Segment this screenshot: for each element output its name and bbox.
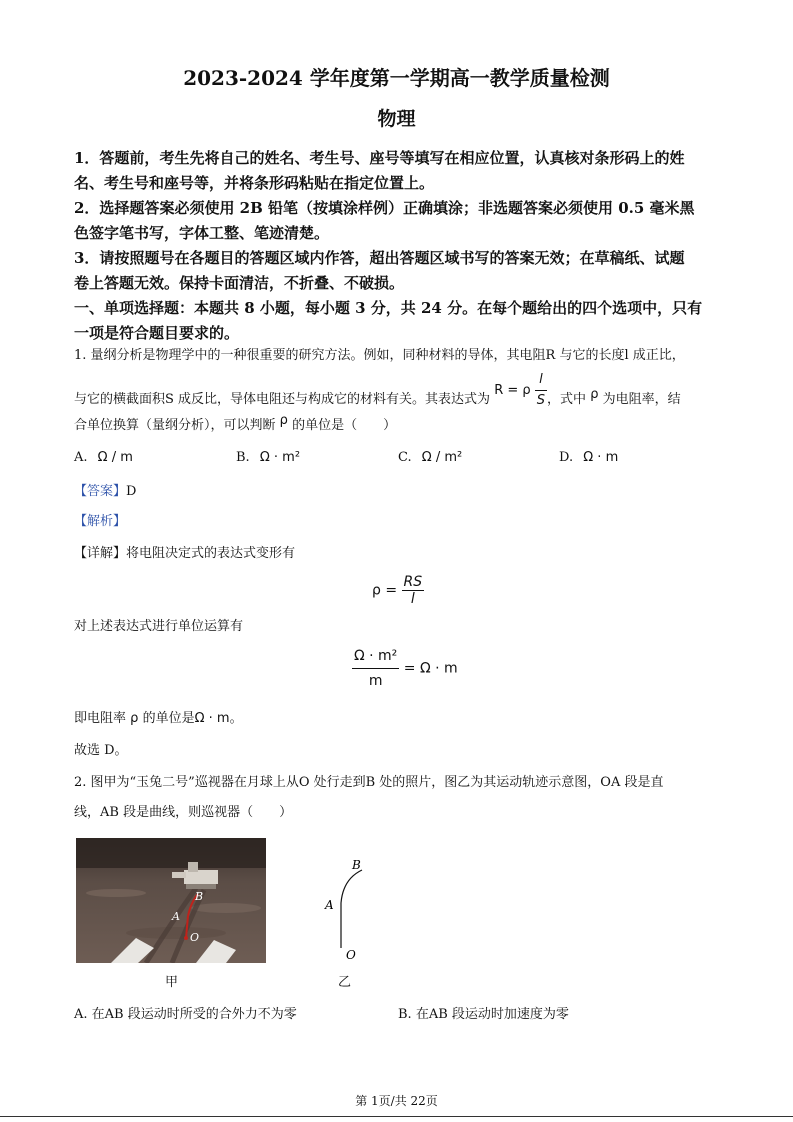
q2-option-a[interactable]: A. 在AB 段运动时所受的合外力不为零: [74, 1007, 297, 1022]
photo-label-o: O: [190, 931, 200, 944]
q2-stem-line: 2. 图甲为“玉兔二号”巡视器在月球上从O 处行走到B 处的照片，图乙为其运动轨迹示意图，OA 段是直: [74, 775, 664, 790]
instruction-line: 2．选择题答案必须使用 2B 铅笔（按填涂样例）正确填涂；非选题答案必须使用 0.5 毫米黑: [74, 199, 695, 217]
caption-jia: 甲: [165, 975, 179, 990]
trajectory-svg: [318, 855, 378, 960]
subject-title: 物理: [377, 108, 416, 130]
eq-den: m: [368, 673, 383, 689]
answer-label: 【答案】: [74, 484, 127, 499]
option-value: Ω · m²: [259, 450, 301, 465]
instruction-line: 1．答题前，考生先将自己的姓名、考生号、座号等填写在相应位置，认真核对条形码上的姓: [74, 149, 685, 167]
q1-text: ，式中: [547, 392, 587, 407]
traj-label-a: A: [325, 898, 334, 912]
detail-text: 将电阻决定式的表达式变形有: [126, 546, 296, 561]
unit-calc-line: 对上述表达式进行单位运算有: [74, 619, 244, 634]
conclusion-text: 的单位是: [142, 711, 195, 726]
eq-num: RS: [403, 574, 423, 590]
q1-stem-line: 1. 量纲分析是物理学中的一种很重要的研究方法。例如，同种材料的导体，其电阻R 与它的长度l 成正比，: [74, 348, 685, 363]
q1-stem-line: [74, 372, 754, 411]
q2-option-b[interactable]: B. 在AB 段运动时加速度为零: [398, 1007, 569, 1022]
q1-text: 为电阻率，结: [602, 392, 681, 407]
eq-den: l: [410, 591, 415, 607]
rho-symbol: ρ: [279, 413, 288, 428]
traj-label-o: O: [346, 948, 356, 960]
q1-stem-line: [74, 413, 724, 436]
equation-rho: [372, 574, 424, 607]
q1-option-b[interactable]: [236, 450, 300, 465]
caption-yi: 乙: [338, 975, 352, 990]
answer-line: [74, 482, 724, 502]
instruction-line: 卷上答题无效。保持卡面清洁，不折叠、不破损。: [74, 274, 405, 292]
eq-rhs: = Ω · m: [403, 660, 458, 677]
q1-text: 合单位换算（量纲分析），可以判断: [74, 418, 276, 433]
option-value: Ω · m: [583, 450, 619, 465]
photo-label-a: A: [172, 910, 180, 923]
formula-lhs: R = ρ: [494, 383, 531, 398]
traj-label-b: B: [352, 858, 361, 872]
option-letter: C.: [398, 450, 412, 465]
formula-fraction: [535, 370, 547, 411]
q1-option-c[interactable]: [398, 450, 462, 465]
option-letter: D.: [559, 450, 574, 465]
q2-stem-line: 线，AB 段是曲线，则巡视器（ ）: [74, 805, 293, 820]
rover-photo-image: [76, 838, 266, 963]
q1-option-a[interactable]: [74, 450, 133, 465]
rho-symbol: ρ: [590, 387, 599, 402]
conclusion-unit: Ω · m: [194, 711, 230, 726]
conclusion-text: 。: [229, 711, 243, 726]
q1-option-d[interactable]: [559, 450, 618, 465]
page-footer: 第 1页/共 22页: [355, 1094, 438, 1108]
resistance-formula: [494, 370, 547, 411]
detail-line: [74, 544, 724, 564]
q1-text: 与它的横截面积S 成反比，导体电阻还与构成它的材料有关。其表达式为: [74, 392, 491, 407]
formula-den: S: [536, 393, 546, 408]
choose-line: 故选 D。: [74, 743, 128, 758]
conclusion-line: [74, 709, 724, 729]
option-letter: B.: [236, 450, 250, 465]
instruction-line: 名、考生号和座号等，并将条形码粘贴在指定位置上。: [74, 174, 435, 192]
bottom-divider: [0, 1116, 793, 1117]
q1-text: 的单位是（ ）: [292, 418, 397, 433]
instruction-line: 3．请按照题号在各题目的答题区域内作答，超出答题区域书写的答案无效；在草稿纸、试题: [74, 249, 685, 267]
eq-fraction: [402, 574, 425, 607]
option-letter: A.: [74, 450, 88, 465]
conclusion-text: 即电阻率: [74, 711, 127, 726]
answer-value: D: [126, 484, 137, 499]
section-heading: 一、单项选择题：本题共 8 小题，每小题 3 分，共 24 分。在每个题给出的四个选项中，只有: [74, 299, 703, 317]
option-value: Ω / m: [97, 450, 133, 465]
page-title: 2023-2024 学年度第一学期高一教学质量检测: [183, 66, 610, 90]
eq-lhs: ρ =: [372, 582, 398, 599]
eq-fraction: [352, 648, 399, 689]
analysis-label: 【解析】: [74, 514, 127, 529]
instruction-line: 色签字笔书写，字体工整、笔迹清楚。: [74, 224, 330, 242]
rover-photo: [76, 838, 266, 963]
rho-symbol: ρ: [130, 711, 139, 726]
option-value: Ω / m²: [421, 450, 463, 465]
equation-unit: [352, 648, 458, 689]
section-heading: 一项是符合题目要求的。: [74, 324, 240, 342]
formula-num: l: [535, 370, 547, 391]
photo-label-b: B: [195, 890, 204, 903]
eq-num: Ω · m²: [352, 648, 399, 669]
trajectory-diagram: [318, 855, 378, 960]
detail-label: 【详解】: [74, 546, 127, 561]
